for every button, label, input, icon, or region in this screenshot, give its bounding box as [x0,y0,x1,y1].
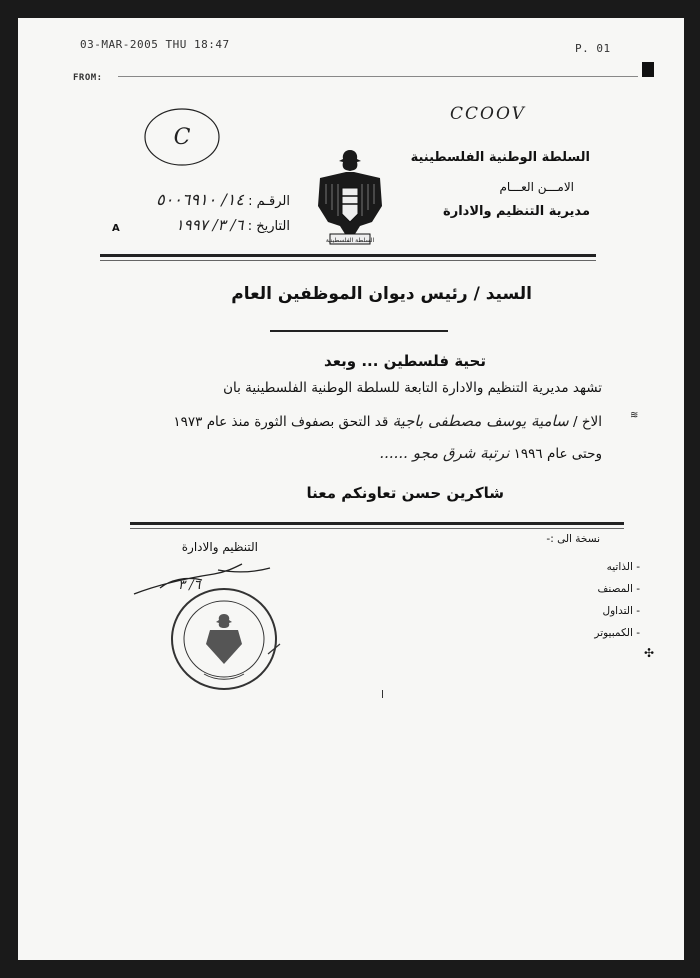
handwritten-reference: CCOOV [450,104,526,124]
fax-page-number: P. 01 [575,42,611,55]
signature-department: التنظيم والادارة [181,540,258,554]
letter-closing: شاكرين حسن تعاونكم معنا [306,484,504,502]
reference-date-value: ٦/ ٣/ ١٩٩٧ [175,216,244,234]
reference-number-label: الرقـم : [248,194,290,209]
reference-number-value: ١٤/ ٥٠٠٦٩١٠ [156,190,244,209]
margin-mark-icon: ≋ [630,410,639,421]
fax-timestamp: 03-MAR-2005 THU 18:47 [80,38,230,51]
header-divider [100,254,596,257]
signature-divider [130,522,624,525]
handwritten-circle-mark [142,104,224,170]
header-divider-thin [100,260,596,261]
copies-item: - التداول [602,605,640,617]
addressee-underline [270,330,448,332]
fax-edge-mark [642,62,654,77]
handwritten-rank-note: نرتبة شرق مجو ...... [379,444,510,462]
handwritten-employee-name: سامية يوسف مصطفى باجية [392,412,569,430]
reference-number [156,190,290,209]
sender-directorate: مديرية التنظيم والادارة [443,204,590,219]
letter-body-line-2 [173,412,602,430]
sender-department: الامـــن العـــام [499,180,574,194]
letter-body-line-3 [379,444,602,462]
signature-date: ٦/ ٣ [178,578,201,593]
copies-item: - الكمبيوتر [594,627,640,639]
eagle-emblem-icon [316,146,384,250]
reference-date [176,216,290,234]
letter-body-line-1: تشهد مديرية التنظيم والادارة التابعة للسلطة الوطنية الفلسطينية بان [223,380,602,396]
fax-header-rule [118,76,638,77]
fax-from-label: FROM: [73,73,103,83]
reference-date-suffix: A [112,223,120,234]
copies-list [594,556,640,644]
body-line3-prefix: وحتى عام ١٩٩٦ [513,446,602,462]
copies-item: - المصنف [597,583,640,595]
emblem-caption: السلطة الفلسطينية [325,237,375,244]
reference-date-label: التاريخ : [247,219,290,234]
circle-note: C [173,125,191,150]
official-stamp-icon [164,584,288,694]
letter-addressee: السيد / رئيس ديوان الموظفين العام [231,284,532,304]
document-page [18,18,684,960]
signature-divider-thin [130,528,624,529]
stray-mark [382,690,383,698]
copies-item: - الذاتيه [606,561,640,573]
body-line2-prefix: الاخ / [572,414,602,430]
body-line2-suffix: قد التحق بصفوف الثورة منذ عام ١٩٧٣ [173,414,389,430]
sender-authority: السلطة الوطنية الفلسطينية [410,150,590,165]
binding-mark-icon: ✣ [644,646,655,660]
letter-greeting: تحية فلسطين ... وبعد [324,352,486,370]
copies-title: نسخة الى :- [546,533,600,545]
